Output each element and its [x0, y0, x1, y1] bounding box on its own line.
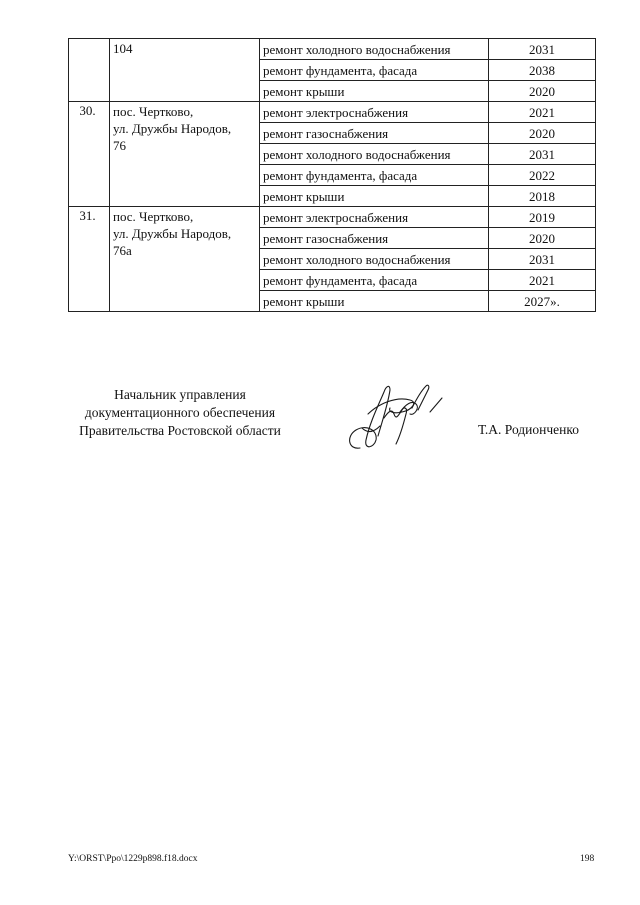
page-number: 198 — [580, 854, 595, 864]
address-cell — [110, 39, 260, 102]
table-row — [69, 39, 596, 60]
address-line: 104 — [113, 41, 133, 56]
year-cell: 2022 — [489, 165, 596, 186]
address-line: ул. Дружбы Народов, — [113, 226, 232, 241]
year-cell: 2019 — [489, 207, 596, 228]
signatory-title-line: документационного обеспечения — [84, 405, 276, 420]
year-cell: 2020 — [489, 81, 596, 102]
work-type-cell: ремонт электроснабжения — [260, 207, 489, 228]
item-number — [69, 39, 110, 102]
work-type-cell: ремонт электроснабжения — [260, 102, 489, 123]
work-type-cell: ремонт газоснабжения — [260, 123, 489, 144]
item-number: 30. — [69, 102, 110, 207]
table-row — [69, 102, 596, 123]
year-cell: 2018 — [489, 186, 596, 207]
signatory-title-line: Начальник управления — [114, 387, 246, 402]
address-line: пос. Чертково, — [113, 104, 194, 119]
work-type-cell: ремонт фундамента, фасада — [260, 60, 489, 81]
year-cell: 2031 — [489, 249, 596, 270]
address-cell — [110, 207, 260, 312]
signatory-title — [60, 386, 300, 440]
year-cell: 2031 — [489, 39, 596, 60]
year-cell: 2021 — [489, 270, 596, 291]
address-line: пос. Чертково, — [113, 209, 194, 224]
work-type-cell: ремонт холодного водоснабжения — [260, 39, 489, 60]
table-body — [69, 39, 596, 312]
work-type-cell: ремонт фундамента, фасада — [260, 270, 489, 291]
table-row — [69, 207, 596, 228]
year-cell: 2020 — [489, 228, 596, 249]
work-type-cell: ремонт крыши — [260, 291, 489, 312]
item-number: 31. — [69, 207, 110, 312]
work-type-cell: ремонт газоснабжения — [260, 228, 489, 249]
year-cell: 2021 — [489, 102, 596, 123]
signatory-title-line: Правительства Ростовской области — [79, 423, 281, 438]
address-cell — [110, 102, 260, 207]
work-type-cell: ремонт холодного водоснабжения — [260, 144, 489, 165]
signatory-name: Т.А. Родионченко — [478, 422, 579, 437]
work-type-cell: ремонт крыши — [260, 81, 489, 102]
repair-schedule-table — [68, 38, 596, 312]
handwritten-signature — [338, 378, 456, 456]
footer-file-path: Y:\ORST\Ppo\1229p898.f18.docx — [68, 854, 198, 864]
year-cell: 2027». — [489, 291, 596, 312]
work-type-cell: ремонт холодного водоснабжения — [260, 249, 489, 270]
year-cell: 2031 — [489, 144, 596, 165]
address-line: 76 — [113, 138, 126, 153]
year-cell: 2020 — [489, 123, 596, 144]
work-type-cell: ремонт крыши — [260, 186, 489, 207]
address-line: 76а — [113, 243, 132, 258]
work-type-cell: ремонт фундамента, фасада — [260, 165, 489, 186]
address-line: ул. Дружбы Народов, — [113, 121, 232, 136]
year-cell: 2038 — [489, 60, 596, 81]
